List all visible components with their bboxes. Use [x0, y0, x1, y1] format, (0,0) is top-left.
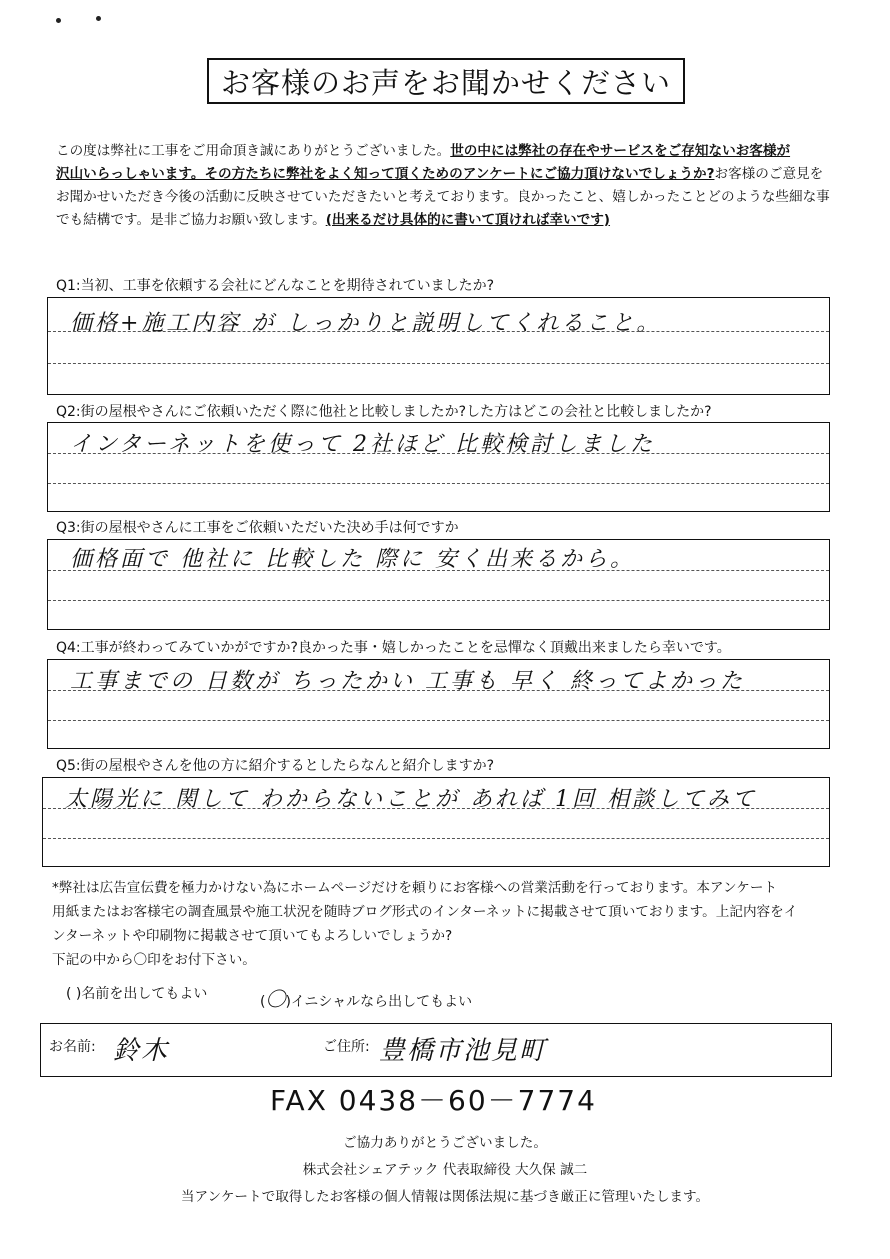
- answer-line: [43, 808, 829, 809]
- answer-text-2: インターネットを使って 2社ほど 比較検討しました: [70, 432, 656, 457]
- answer-line: [48, 483, 829, 484]
- choice-initial-option[interactable]: [260, 983, 472, 1012]
- intro-line-2-bold: 沢山いらっしゃいます。その方たちに弊社をよく知って頂くためのアンケートにご協力頂けないでしょうか?: [56, 166, 715, 182]
- answer-line: [48, 600, 829, 601]
- intro-line-1-plain: この度は弊社に工事をご用命頂き誠にありがとうございました。: [56, 143, 451, 159]
- address-value[interactable]: 豊橋市池見町: [379, 1036, 548, 1066]
- footer-privacy: 当アンケートで取得したお客様の個人情報は関係法規に基づき厳正に管理いたします。: [180, 1189, 710, 1205]
- answer-line: [48, 331, 829, 332]
- page-title-text: お客様のお声をお聞かせください: [220, 65, 671, 100]
- fax-number: FAX 0438－60－7774: [270, 1084, 597, 1117]
- answer-line: [48, 690, 829, 691]
- answer-text-3: 価格面で 他社に 比較した 際に 安く出来るから。: [70, 547, 635, 572]
- intro-line-2: [56, 163, 846, 186]
- intro-line-1: [56, 140, 846, 163]
- name-label: お名前:: [49, 1039, 96, 1055]
- question-label-4: Q4:工事が終わってみていかがですか?良かった事・嬉しかったことを忌憚なく頂戴出来ましたら幸いです。: [56, 640, 731, 656]
- footer-thanks: ご協力ありがとうございました。: [343, 1135, 547, 1151]
- notice-line-4: 下記の中から〇印をお付下さい。: [52, 952, 256, 968]
- answer-line: [48, 720, 829, 721]
- answer-text-5: 太陽光に 関して わからないことが あれば 1回 相談してみて: [65, 787, 757, 812]
- answer-box-3[interactable]: [47, 539, 830, 630]
- choice-name-option[interactable]: ( )名前を出してもよい: [66, 986, 208, 1002]
- footer-company: 株式会社シェアテック 代表取締役 大久保 誠二: [302, 1162, 588, 1178]
- answer-box-4[interactable]: [47, 659, 830, 749]
- answer-line: [48, 363, 829, 364]
- notice-line-2: 用紙またはお客様宅の調査風景や施工状況を随時ブログ形式のインターネットに掲載させて頂いております。上記内容をイ: [52, 904, 798, 920]
- choice-initial-label: )イニシャルなら出してもよい: [285, 994, 473, 1010]
- answer-text-4: 工事までの 日数が ちったかい 工事も 早く 終ってよかった: [70, 669, 745, 694]
- answer-box-2[interactable]: [47, 422, 830, 512]
- answer-line: [48, 570, 829, 571]
- answer-line: [48, 453, 829, 454]
- answer-text-1: 価格+施工内容 が しっかりと説明してくれること。: [70, 311, 662, 336]
- question-label-5: Q5:街の屋根やさんを他の方に紹介するとしたらなんと紹介しますか?: [56, 758, 495, 774]
- intro-paragraph: [56, 140, 846, 232]
- intro-line-2-plain: お客様のご意見を: [714, 166, 824, 182]
- answer-box-1[interactable]: [47, 297, 830, 395]
- scan-dot: [56, 18, 61, 23]
- name-value[interactable]: 鈴木: [113, 1036, 170, 1066]
- scan-dot: [96, 16, 101, 21]
- customer-info-box: [40, 1023, 832, 1077]
- answer-box-5[interactable]: [42, 777, 830, 867]
- intro-line-4-plain: でも結構です。是非ご協力お願い致します。: [56, 212, 326, 228]
- question-label-1: Q1:当初、工事を依頼する会社にどんなことを期待されていましたか?: [56, 278, 495, 294]
- answer-line: [43, 838, 829, 839]
- question-label-2: Q2:街の屋根やさんにご依頼いただく際に他社と比較しましたか?した方はどこの会社と比較しましたか?: [56, 404, 712, 420]
- address-label: ご住所:: [323, 1039, 370, 1055]
- page-title: [207, 58, 685, 104]
- intro-line-3: [56, 186, 846, 209]
- notice-line-1: *弊社は広告宣伝費を極力かけない為にホームページだけを頼りにお客様への営業活動を行っております。本アンケート: [52, 880, 778, 896]
- intro-line-4-bold: (出来るだけ具体的に書いて頂ければ幸いです): [325, 212, 611, 228]
- intro-line-1-bold: 世の中には弊社の存在やサービスをご存知ないお客様が: [450, 143, 791, 159]
- question-label-3: Q3:街の屋根やさんに工事をご依頼いただいた決め手は何ですか: [56, 520, 459, 536]
- choice-initial-open: (: [260, 994, 266, 1010]
- intro-line-4: [56, 209, 846, 232]
- circle-mark: 〇: [265, 987, 286, 1011]
- notice-line-3: ンターネットや印刷物に掲載させて頂いてもよろしいでしょうか?: [52, 928, 453, 944]
- publication-notice: [52, 876, 842, 972]
- intro-line-3-text: お聞かせいただき今後の活動に反映させていただきたいと考えております。良かったこと、嬉しかったことどのような些細な事: [56, 189, 830, 205]
